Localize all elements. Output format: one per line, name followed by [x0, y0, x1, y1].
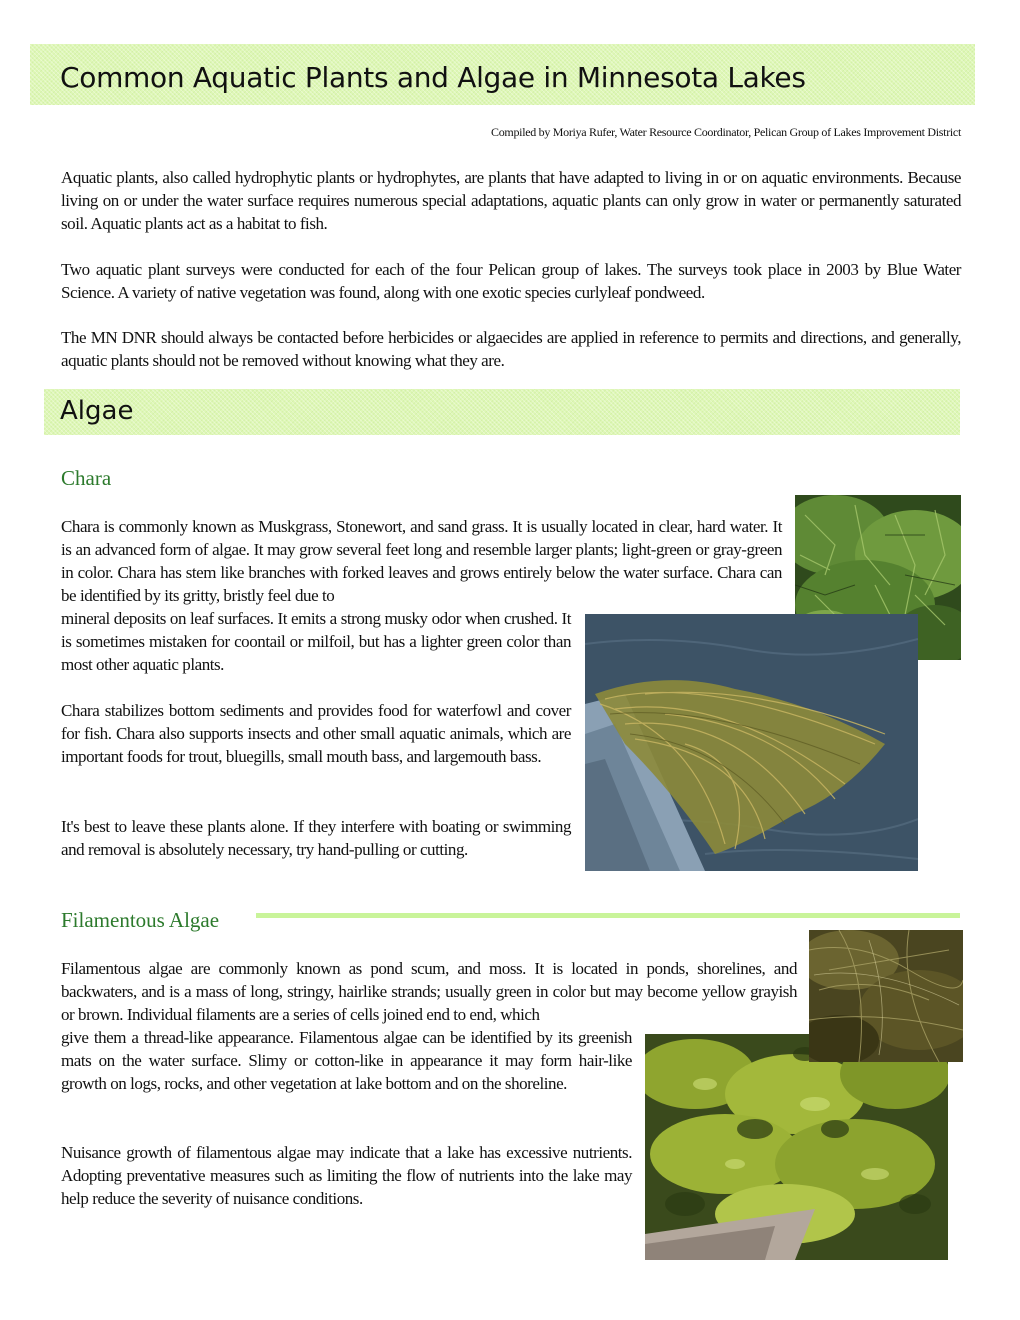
- intro-paragraph-3: The MN DNR should always be contacted before herbicides or algaecides are applied in reference to permits and directions, and generally, aquatic plants should not be removed without knowing what they are.: [61, 328, 961, 370]
- title-banner: [30, 44, 975, 105]
- filamentous-paragraph-1b: give them a thread-like appearance. Filamentous algae can be identified by its greenish mats on the water surface. Slimy or cotton-like in appearance it may form hair-like growth on logs, rocks, and other vegetation at lake bottom and on the shoreline.: [61, 1028, 632, 1093]
- chara-paragraph-3: It's best to leave these plants alone. If they interfere with boating or swimming and removal is absolutely necessary, try hand-pulling or cutting.: [61, 817, 571, 859]
- chara-paragraph-2: Chara stabilizes bottom sediments and provides food for waterfowl and cover for fish. Chara also supports insects and other small aquatic animals, which are important foods for trout, bluegills, small mouth bass, and largemouth bass.: [61, 701, 571, 766]
- credit-line: Compiled by Moriya Rufer, Water Resource Coordinator, Pelican Group of Lakes Improvement District: [491, 125, 961, 139]
- algae-section-banner: [44, 389, 960, 435]
- section-divider-rule: [256, 913, 960, 918]
- intro-paragraph-1: Aquatic plants, also called hydrophytic plants or hydrophytes, are plants that have adapted to living in or on aquatic environments. Because living on or under the water surface requires numerous special adaptations, aquatic plants can only grow in water or permanently saturated soil. Aquatic plants act as a habitat to fish.: [61, 168, 961, 233]
- intro-paragraph-2: Two aquatic plant surveys were conducted for each of the four Pelican group of lakes. The surveys took place in 2003 by Blue Water Science. A variety of native vegetation was found, along with one exotic species curlyleaf pondweed.: [61, 260, 961, 302]
- algae-heading: Algae: [60, 396, 134, 426]
- chara-heading: Chara: [61, 466, 112, 490]
- page-title: Common Aquatic Plants and Algae in Minnesota Lakes: [60, 61, 806, 94]
- filamentous-paragraph-2: Nuisance growth of filamentous algae may indicate that a lake has excessive nutrients. Adopting preventative measures such as limiting the flow of nutrients into the lake may help reduce the severity of nuisance conditions.: [61, 1143, 632, 1208]
- filamentous-strands-photo: [809, 930, 963, 1062]
- filamentous-algae-heading: Filamentous Algae: [61, 908, 220, 932]
- chara-paragraph-1a: Chara is commonly known as Muskgrass, Stonewort, and sand grass. It is usually located in clear, hard water. It is an advanced form of algae. It may grow several feet long and resemble larger plants; light-green or gray-green in color. Chara has stem like branches with forked leaves and grows entirely below the water surface. Chara can be identified by its gritty, bristly feel due to: [61, 517, 782, 605]
- algae-mat-photo: [645, 1034, 948, 1260]
- chara-boat-photo: [585, 614, 918, 871]
- filamentous-paragraph-1a: Filamentous algae are commonly known as pond scum, and moss. It is located in ponds, shorelines, and backwaters, and is a mass of long, stringy, hairlike strands; usually green in color but may become yellow grayish or brown. Individual filaments are a series of cells joined end to end, which: [61, 959, 797, 1024]
- chara-paragraph-1b: mineral deposits on leaf surfaces. It emits a strong musky odor when crushed. It is sometimes mistaken for coontail or milfoil, but has a lighter green color than most other aquatic plants.: [61, 609, 571, 674]
